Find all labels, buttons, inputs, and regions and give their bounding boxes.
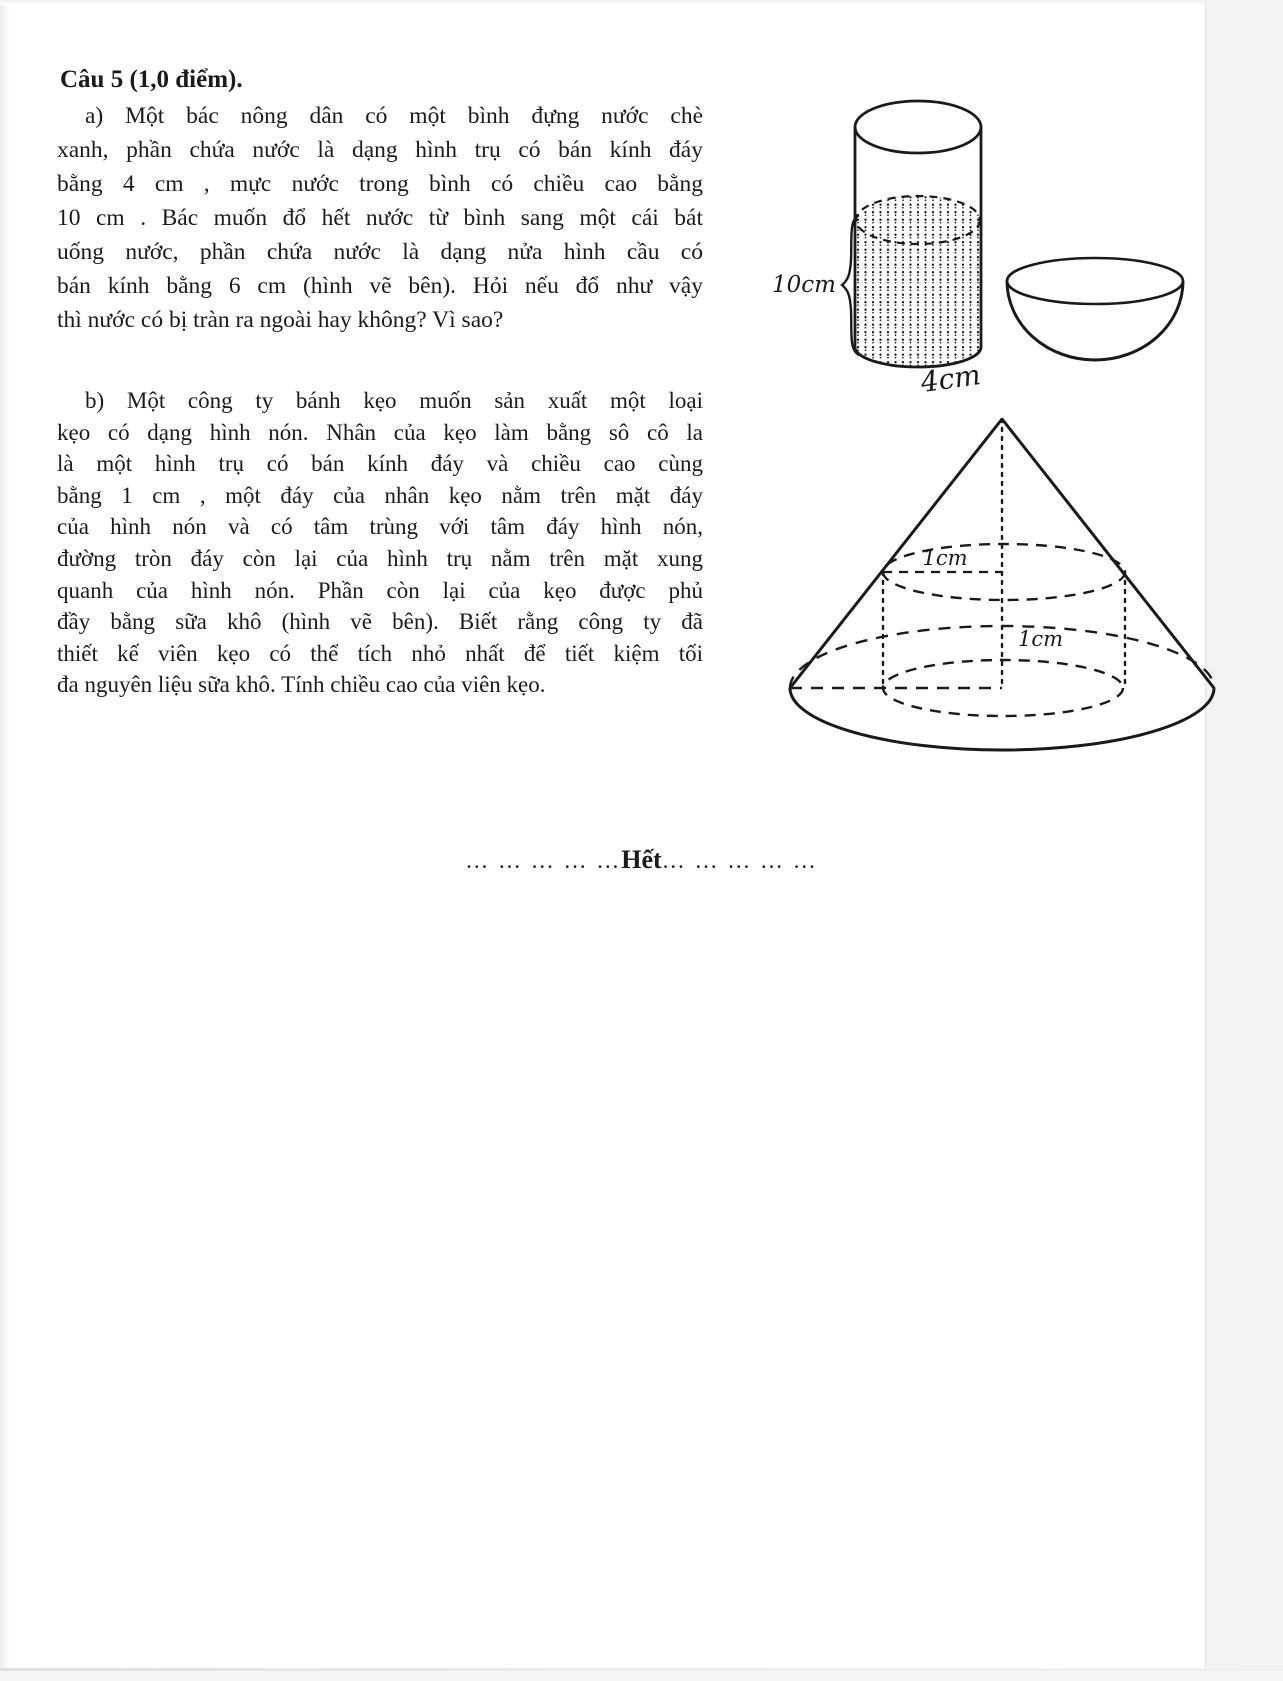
- text-line: đường tròn đáy còn lại của hình trụ nằm trên mặt xung: [57, 545, 703, 571]
- text-line: thì nước có bị tràn ra ngoài hay không? Vì sao?: [57, 307, 504, 333]
- bowl-rim-ellipse: [1007, 258, 1183, 304]
- part-a-paragraph: [57, 99, 703, 337]
- question-title: Câu 5 (1,0 điểm).: [60, 66, 243, 93]
- end-marker-dots-left: … … … … …: [465, 848, 622, 873]
- figure-cone-with-cylinder: [760, 395, 1250, 770]
- scan-edge-bottom: [0, 1671, 1283, 1681]
- text-line: bán kính bằng 6 cm (hình vẽ bên). Hỏi nếu đổ như vậy: [57, 273, 703, 299]
- text-line: a) Một bác nông dân có một bình đựng nước chè: [85, 103, 703, 129]
- cone-left-side: [790, 419, 1002, 688]
- text-line: bằng 4 cm , mực nước trong bình có chiều cao bằng: [57, 171, 703, 197]
- text-line: kẹo có dạng hình nón. Nhân của kẹo làm bằng sô cô la: [57, 419, 703, 445]
- figure-cylinder-and-bowl: [740, 90, 1240, 400]
- cone-base-front-arc: [790, 688, 1214, 750]
- end-marker: [0, 845, 1283, 875]
- text-line: đa nguyên liệu sữa khô. Tính chiều cao của viên kẹo.: [57, 672, 546, 698]
- end-marker-label: Hết: [621, 845, 662, 874]
- text-line: thiết kế viên kẹo có thể tích nhỏ nhất để tiết kiệm tối: [57, 640, 703, 666]
- text-line: uống nước, phần chứa nước là dạng nửa hình cầu có: [57, 239, 703, 265]
- cylinder-top-ellipse: [855, 101, 981, 153]
- core-radius-label: 1cm: [922, 546, 968, 570]
- text-line: bằng 1 cm , một đáy của nhân kẹo nằm trên mặt đáy: [57, 482, 703, 508]
- bowl-body-arc: [1007, 281, 1183, 360]
- end-marker-dots-right: … … … … …: [661, 848, 818, 873]
- text-line: đầy bằng sữa khô (hình vẽ bên). Biết rằng công ty đã: [57, 609, 703, 635]
- text-line: 10 cm . Bác muốn đổ hết nước từ bình sang một cái bát: [57, 205, 703, 231]
- text-line: quanh của hình nón. Phần còn lại của kẹo được phủ: [57, 577, 703, 603]
- cylinder-radius-label: 4cm: [918, 358, 983, 400]
- core-height-label: 1cm: [1018, 627, 1064, 651]
- water-fill: [856, 196, 980, 366]
- scan-edge-top: [0, 0, 1283, 5]
- text-line: của hình nón và có tâm trùng với tâm đáy hình nón,: [57, 514, 703, 540]
- text-line: xanh, phần chứa nước là dạng hình trụ có bán kính đáy: [57, 137, 703, 163]
- text-line: là một hình trụ có bán kính đáy và chiều cao cùng: [57, 451, 703, 477]
- text-line: b) Một công ty bánh kẹo muốn sản xuất một loại: [85, 388, 703, 413]
- scan-edge-left: [0, 0, 10, 1681]
- bowl: [1007, 258, 1183, 360]
- water-height-label: 10cm: [772, 272, 836, 298]
- part-b-paragraph: [57, 385, 703, 701]
